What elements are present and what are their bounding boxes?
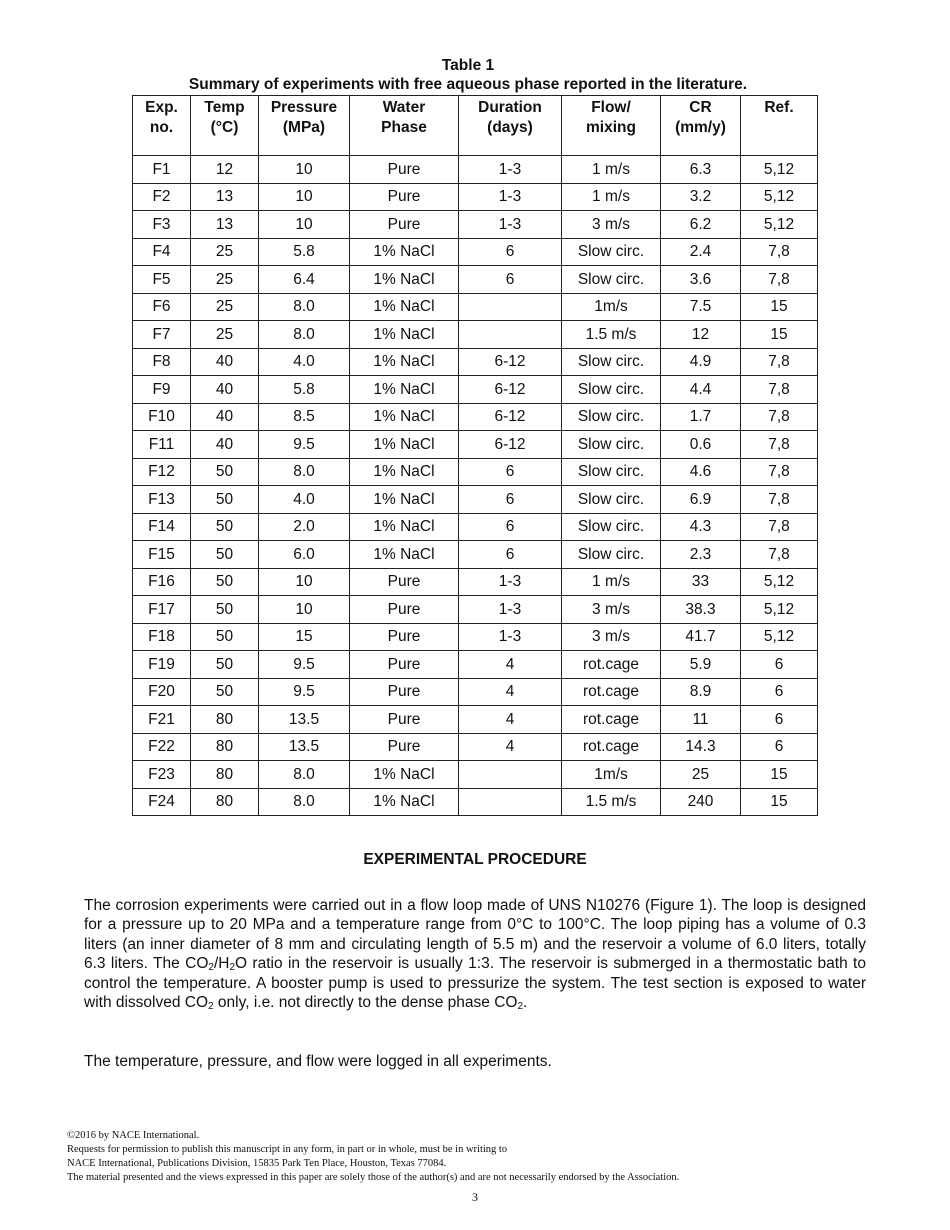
table-cell: 40: [191, 348, 259, 376]
table-cell: 25: [191, 238, 259, 266]
table-cell: 6.3: [661, 156, 741, 184]
table-row: [133, 568, 818, 596]
table-cell: 25: [191, 321, 259, 349]
table-cell: 3 m/s: [562, 623, 661, 651]
table-cell: 1-3: [459, 211, 562, 239]
table-cell: rot.cage: [562, 733, 661, 761]
table-cell: Slow circ.: [562, 376, 661, 404]
table-cell: 2.0: [259, 513, 350, 541]
table-cell: 5.8: [259, 238, 350, 266]
table-cell: F10: [133, 403, 191, 431]
table-cell: 1% NaCl: [350, 293, 459, 321]
table-cell: 7,8: [741, 513, 818, 541]
table-row: [133, 706, 818, 734]
table-cell: 7,8: [741, 238, 818, 266]
table-cell: 10: [259, 183, 350, 211]
table-cell: Slow circ.: [562, 486, 661, 514]
table-cell: Slow circ.: [562, 431, 661, 459]
table-cell: 12: [191, 156, 259, 184]
table-cell: 10: [259, 568, 350, 596]
page-number: 3: [472, 1190, 478, 1204]
table-row: [133, 651, 818, 679]
table-cell: 50: [191, 623, 259, 651]
column-header: [350, 96, 459, 156]
table-cell: rot.cage: [562, 678, 661, 706]
table-row: [133, 266, 818, 294]
table-cell: F18: [133, 623, 191, 651]
table-cell: F15: [133, 541, 191, 569]
table-cell: 50: [191, 541, 259, 569]
column-header-line: mixing: [586, 119, 636, 136]
table-cell: 9.5: [259, 431, 350, 459]
table-cell: 1% NaCl: [350, 761, 459, 789]
table-cell: 5,12: [741, 623, 818, 651]
table-cell: F17: [133, 596, 191, 624]
table-cell: 13: [191, 183, 259, 211]
table-cell: F21: [133, 706, 191, 734]
table-cell: F12: [133, 458, 191, 486]
table-row: [133, 541, 818, 569]
table-cell: 5,12: [741, 156, 818, 184]
table-row: [133, 431, 818, 459]
table-body: [133, 156, 818, 816]
table-row: [133, 788, 818, 816]
table-cell: 40: [191, 403, 259, 431]
table-cell: Slow circ.: [562, 513, 661, 541]
table-row: [133, 761, 818, 789]
table-cell: 4.6: [661, 458, 741, 486]
table-cell: Pure: [350, 651, 459, 679]
table-cell: 9.5: [259, 651, 350, 679]
table-row: [133, 238, 818, 266]
table-cell: 7,8: [741, 403, 818, 431]
table-cell: 10: [259, 211, 350, 239]
table-cell: 6: [741, 706, 818, 734]
table-cell: 2.3: [661, 541, 741, 569]
table-cell: 6.4: [259, 266, 350, 294]
table-cell: F14: [133, 513, 191, 541]
table-cell: 5.8: [259, 376, 350, 404]
subscript: 2: [229, 962, 235, 974]
table-cell: 6: [459, 266, 562, 294]
table-row: [133, 156, 818, 184]
table-cell: 50: [191, 513, 259, 541]
table-cell: 14.3: [661, 733, 741, 761]
table-cell: 40: [191, 431, 259, 459]
paragraph-text: .: [523, 994, 528, 1012]
table-cell: 1% NaCl: [350, 348, 459, 376]
table-cell: 1% NaCl: [350, 458, 459, 486]
column-header-line: (mm/y): [675, 119, 726, 136]
table-cell: F13: [133, 486, 191, 514]
table-cell: 0.6: [661, 431, 741, 459]
table-cell: 50: [191, 568, 259, 596]
table-cell: Pure: [350, 623, 459, 651]
table-cell: 1% NaCl: [350, 486, 459, 514]
table-row: [133, 486, 818, 514]
table-cell: 7,8: [741, 266, 818, 294]
table-cell: 6: [459, 486, 562, 514]
table-cell: 38.3: [661, 596, 741, 624]
table-cell: 4.9: [661, 348, 741, 376]
table-row: [133, 183, 818, 211]
table-cell: 13.5: [259, 706, 350, 734]
table-cell: 7,8: [741, 376, 818, 404]
table-row: [133, 211, 818, 239]
table-cell: 1 m/s: [562, 156, 661, 184]
column-header-line: (days): [487, 119, 533, 136]
paragraph-procedure: [84, 896, 866, 1012]
table-cell: 7,8: [741, 348, 818, 376]
table-cell: F24: [133, 788, 191, 816]
table-cell: F9: [133, 376, 191, 404]
table-cell: 4: [459, 733, 562, 761]
column-header-line: CR: [689, 99, 712, 116]
table-cell: 13: [191, 211, 259, 239]
table-cell: 15: [741, 293, 818, 321]
table-cell: 6-12: [459, 431, 562, 459]
table-cell: 6-12: [459, 348, 562, 376]
table-cell: 4: [459, 706, 562, 734]
column-header: [661, 96, 741, 156]
table-cell: F22: [133, 733, 191, 761]
table-row: [133, 348, 818, 376]
table-cell: 1% NaCl: [350, 788, 459, 816]
table-cell: 6-12: [459, 376, 562, 404]
table-cell: 7,8: [741, 486, 818, 514]
table-cell: 3.6: [661, 266, 741, 294]
table-cell: Slow circ.: [562, 238, 661, 266]
table-cell: 80: [191, 761, 259, 789]
paragraph-text: The corrosion experiments were carried out in a flow loop made of UNS N10276 (Figure 1). The loop is designed for a pressure up to 20 MPa and a temperature range from 0°C to 100°C. The loop piping has a volume of 0.3 liters (an inner diameter of 8 mm and circulating length of 5.5 m) and the reservoir a volume of 6.0 liters, totally 6.3 liters. The CO: [84, 897, 866, 973]
table-cell: Pure: [350, 678, 459, 706]
table-cell: 13.5: [259, 733, 350, 761]
table-cell: 1.5 m/s: [562, 788, 661, 816]
table-cell: 6: [459, 458, 562, 486]
table-cell: 1% NaCl: [350, 321, 459, 349]
table-cell: 6.2: [661, 211, 741, 239]
table-cell: 5,12: [741, 183, 818, 211]
table-cell: 7,8: [741, 458, 818, 486]
table-cell: 6: [741, 651, 818, 679]
table-cell: F23: [133, 761, 191, 789]
table-cell: 6: [741, 733, 818, 761]
experiments-table: [132, 95, 818, 816]
table-cell: rot.cage: [562, 651, 661, 679]
table-cell: 3 m/s: [562, 596, 661, 624]
table-cell: 1-3: [459, 596, 562, 624]
table-row: [133, 293, 818, 321]
table-cell: Slow circ.: [562, 403, 661, 431]
column-header: [259, 96, 350, 156]
table-cell: 6: [459, 541, 562, 569]
table-cell: 4.0: [259, 486, 350, 514]
table-cell: 6: [459, 238, 562, 266]
table-cell: 4: [459, 651, 562, 679]
table-cell: 1% NaCl: [350, 403, 459, 431]
table-cell: 1m/s: [562, 293, 661, 321]
table-cell: 10: [259, 156, 350, 184]
table-cell: 4: [459, 678, 562, 706]
footer-line: NACE International, Publications Division, 15835 Park Ten Place, Houston, Texas 77084.: [67, 1158, 447, 1169]
table-cell: Pure: [350, 156, 459, 184]
table-cell: 25: [661, 761, 741, 789]
table-row: [133, 513, 818, 541]
table-cell: F7: [133, 321, 191, 349]
table-cell: 5,12: [741, 211, 818, 239]
table-cell: [459, 293, 562, 321]
table-cell: Pure: [350, 733, 459, 761]
table-cell: 5,12: [741, 568, 818, 596]
table-cell: 240: [661, 788, 741, 816]
column-header: [191, 96, 259, 156]
table-cell: 1 m/s: [562, 183, 661, 211]
table-cell: F2: [133, 183, 191, 211]
table-cell: Pure: [350, 568, 459, 596]
table-header-row: [133, 96, 818, 156]
footer-line: The material presented and the views expressed in this paper are solely those of the author(s) and are not necessarily endorsed by the Association.: [67, 1172, 680, 1183]
column-header-line: Phase: [381, 119, 427, 136]
column-header-line: no.: [149, 119, 174, 136]
table-cell: Pure: [350, 596, 459, 624]
table-cell: Pure: [350, 183, 459, 211]
table-row: [133, 321, 818, 349]
table-cell: Slow circ.: [562, 266, 661, 294]
table-cell: 1% NaCl: [350, 513, 459, 541]
table-row: [133, 376, 818, 404]
table-cell: 11: [661, 706, 741, 734]
table-row: [133, 623, 818, 651]
table-cell: 8.0: [259, 761, 350, 789]
table-cell: F6: [133, 293, 191, 321]
column-header-line: Pressure: [270, 99, 338, 116]
table-cell: 12: [661, 321, 741, 349]
table-cell: 7.5: [661, 293, 741, 321]
table-cell: [459, 321, 562, 349]
table-cell: F4: [133, 238, 191, 266]
subscript: 2: [208, 962, 214, 974]
table-cell: F1: [133, 156, 191, 184]
table-cell: 33: [661, 568, 741, 596]
table-title: Table 1: [441, 57, 495, 74]
section-heading: EXPERIMENTAL PROCEDURE: [363, 851, 587, 868]
table-cell: 50: [191, 458, 259, 486]
table-cell: 5.9: [661, 651, 741, 679]
table-row: [133, 596, 818, 624]
table-cell: 1% NaCl: [350, 431, 459, 459]
table-cell: 1% NaCl: [350, 541, 459, 569]
subscript: 2: [517, 1001, 524, 1013]
table-cell: 15: [741, 788, 818, 816]
table-cell: F19: [133, 651, 191, 679]
table-cell: 80: [191, 733, 259, 761]
table-cell: 41.7: [661, 623, 741, 651]
table-cell: 8.0: [259, 293, 350, 321]
table-cell: [459, 788, 562, 816]
table-cell: F8: [133, 348, 191, 376]
table-cell: 4.4: [661, 376, 741, 404]
table-cell: 1% NaCl: [350, 376, 459, 404]
table-cell: 8.0: [259, 321, 350, 349]
table-row: [133, 403, 818, 431]
table-cell: 8.5: [259, 403, 350, 431]
table-cell: Slow circ.: [562, 348, 661, 376]
paragraph-logging: The temperature, pressure, and flow were logged in all experiments.: [84, 1053, 552, 1070]
table-cell: 3 m/s: [562, 211, 661, 239]
column-header-line: (°C): [210, 119, 239, 136]
table-cell: 6.9: [661, 486, 741, 514]
column-header-line: Duration: [478, 99, 542, 116]
footer-line: Requests for permission to publish this manuscript in any form, in part or in whole, must be in writing to: [67, 1144, 508, 1155]
table-cell: 15: [741, 761, 818, 789]
column-header-line: Flow/: [591, 99, 631, 116]
table-cell: rot.cage: [562, 706, 661, 734]
table-cell: 25: [191, 293, 259, 321]
table-cell: Pure: [350, 706, 459, 734]
table-cell: 10: [259, 596, 350, 624]
table-cell: 1-3: [459, 156, 562, 184]
column-header: [133, 96, 191, 156]
table-cell: 6: [459, 513, 562, 541]
subscript: 2: [208, 1001, 214, 1013]
table-cell: 1-3: [459, 183, 562, 211]
paragraph-text: O ratio in the reservoir is usually 1:3. The reservoir is submerged in a thermostatic bath to control the temperature. A booster pump is used to pressurize the system. The test section is exposed to water with dissolved CO: [84, 955, 866, 1012]
table-cell: 50: [191, 651, 259, 679]
table-cell: 1-3: [459, 568, 562, 596]
table-cell: F20: [133, 678, 191, 706]
copyright-footer: [67, 1129, 679, 1185]
table-cell: 9.5: [259, 678, 350, 706]
table-cell: 7,8: [741, 541, 818, 569]
table-cell: 5,12: [741, 596, 818, 624]
table-cell: 8.0: [259, 458, 350, 486]
table-cell: 80: [191, 706, 259, 734]
table-cell: 2.4: [661, 238, 741, 266]
table-cell: 1m/s: [562, 761, 661, 789]
table-cell: F5: [133, 266, 191, 294]
table-cell: 4.0: [259, 348, 350, 376]
table-cell: 1.7: [661, 403, 741, 431]
paragraph-text: only, i.e. not directly to the dense phase CO: [213, 994, 518, 1012]
column-header: [741, 96, 818, 156]
table-cell: 8.9: [661, 678, 741, 706]
table-cell: 7,8: [741, 431, 818, 459]
table-row: [133, 678, 818, 706]
column-header-line: Ref.: [764, 99, 794, 116]
paragraph-text: /H: [213, 955, 230, 973]
table-row: [133, 458, 818, 486]
table-cell: F3: [133, 211, 191, 239]
table-cell: 8.0: [259, 788, 350, 816]
table-cell: Slow circ.: [562, 541, 661, 569]
table-cell: 50: [191, 678, 259, 706]
column-header-line: Temp: [204, 99, 245, 116]
column-header-line: Water: [382, 99, 426, 116]
table-cell: Pure: [350, 211, 459, 239]
table-subtitle: Summary of experiments with free aqueous phase reported in the literature.: [188, 76, 748, 93]
table-cell: 6.0: [259, 541, 350, 569]
table-row: [133, 733, 818, 761]
table-cell: 1 m/s: [562, 568, 661, 596]
column-header: [562, 96, 661, 156]
table-cell: 80: [191, 788, 259, 816]
table-cell: [459, 761, 562, 789]
table-cell: 15: [741, 321, 818, 349]
table-cell: 1.5 m/s: [562, 321, 661, 349]
column-header: [459, 96, 562, 156]
table-cell: 50: [191, 596, 259, 624]
table-cell: 6: [741, 678, 818, 706]
table-cell: 40: [191, 376, 259, 404]
table-cell: 3.2: [661, 183, 741, 211]
table-cell: 1-3: [459, 623, 562, 651]
table-cell: 1% NaCl: [350, 238, 459, 266]
footer-line: ©2016 by NACE International.: [67, 1130, 200, 1141]
table-cell: Slow circ.: [562, 458, 661, 486]
table-cell: 1% NaCl: [350, 266, 459, 294]
table-cell: 6-12: [459, 403, 562, 431]
table-cell: 50: [191, 486, 259, 514]
column-header-line: Exp.: [145, 99, 178, 116]
column-header-line: (MPa): [282, 119, 326, 136]
table-cell: 15: [259, 623, 350, 651]
table-cell: 4.3: [661, 513, 741, 541]
table-cell: F16: [133, 568, 191, 596]
table-cell: 25: [191, 266, 259, 294]
table-cell: F11: [133, 431, 191, 459]
